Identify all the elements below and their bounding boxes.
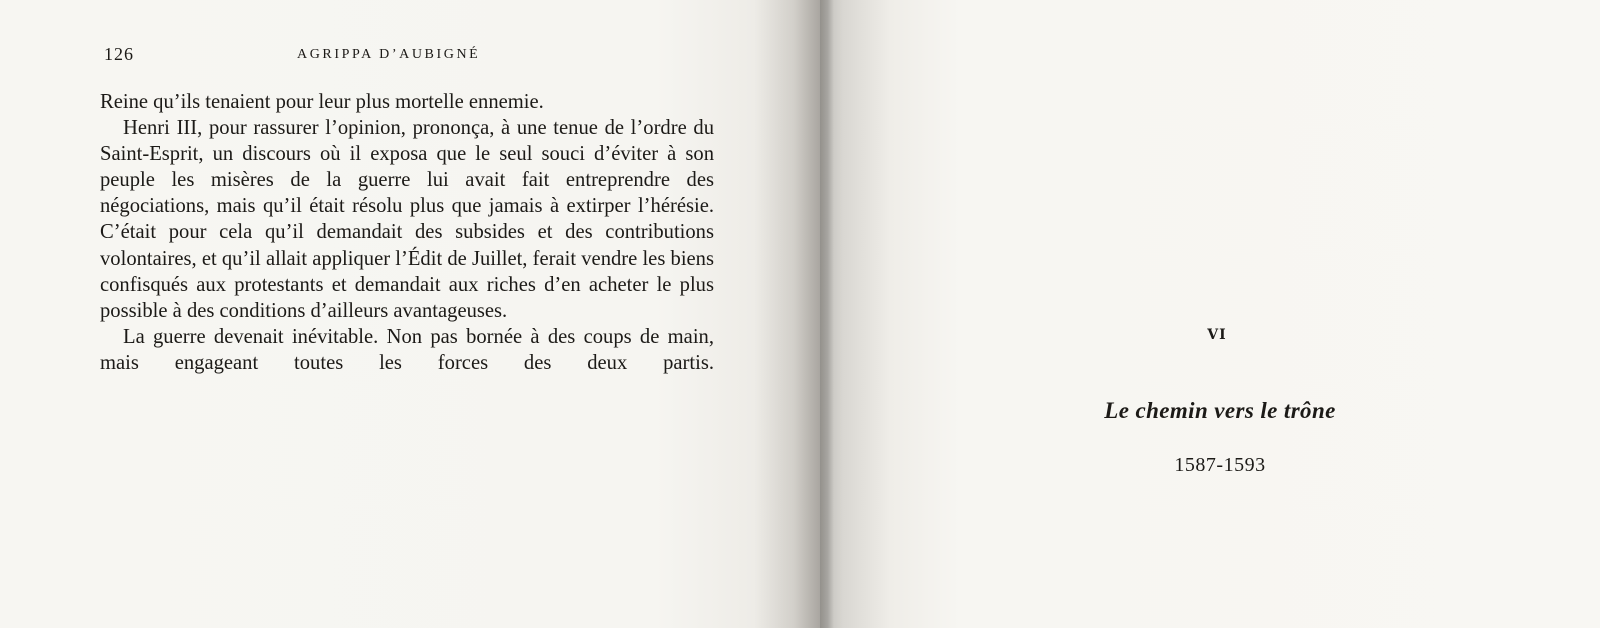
body-text (100, 89, 714, 376)
paragraph-2: Henri III, pour rassurer l’opinion, prononça, à une tenue de l’ordre du Saint-Esprit, un discours où il exposa que le seul souci d’éviter à son peuple les misères de la guerre lui avait fait entreprendre des négociations, mais qu’il était résolu plus que jamais à extirper l’hérésie. C’était pour cela qu’il demandait des subsides et des contributions volontaires, et qu’il allait appliquer l’Édit de Juillet, ferait vendre les biens confisqués aux protestants et demandait aux riches d’en acheter le plus possible à des conditions d’ailleurs avantageuses. (100, 117, 714, 322)
chapter-number: VI (1207, 327, 1227, 343)
running-head (104, 44, 724, 68)
right-page (820, 0, 1600, 628)
paragraph-1: Reine qu’ils tenaient pour leur plus mortelle ennemie. (100, 91, 544, 113)
running-title: AGRIPPA D’AUBIGNÉ (297, 47, 481, 62)
chapter-title: Le chemin vers le trône (1104, 398, 1336, 423)
paragraph-3: La guerre devenait inévitable. Non pas bornée à des coups de main, mais engageant toutes les forces des deux partis. (100, 325, 714, 374)
chapter-dates: 1587-1593 (1174, 454, 1266, 476)
page-number: 126 (104, 44, 134, 64)
book-gutter-shadow (754, 0, 834, 628)
